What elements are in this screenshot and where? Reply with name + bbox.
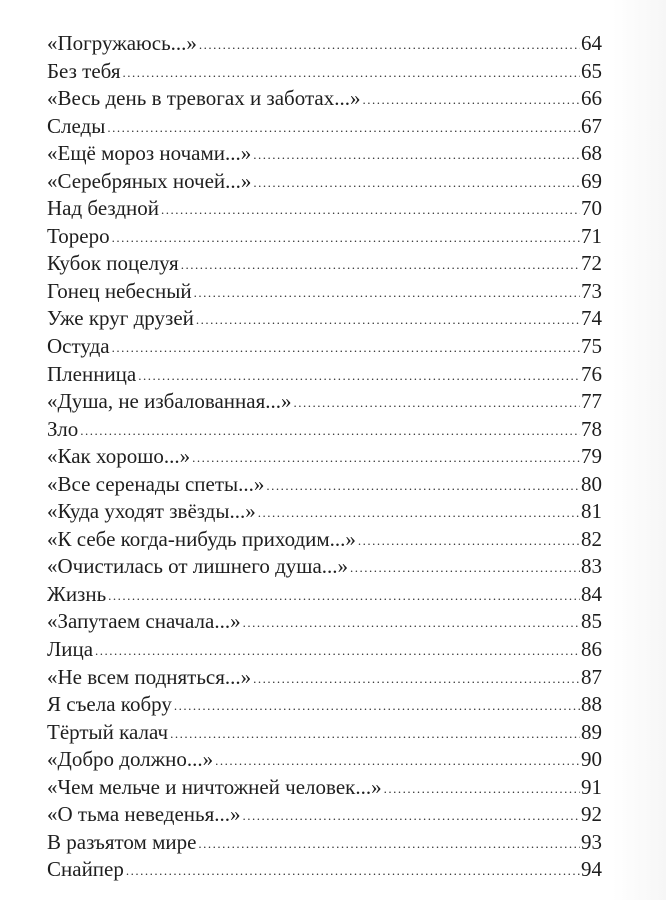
toc-entry-title: Зло [47,416,79,441]
dot-leader [384,775,580,803]
toc-entry-title: В разъятом мире [47,829,197,854]
toc-entry-page-number: 65 [581,58,602,83]
toc-entry-title: «Погружаюсь...» [47,31,197,55]
toc-entry-page-number: 67 [581,113,602,138]
toc-entry [47,113,602,141]
toc-entry [47,774,602,802]
toc-entry [47,250,602,278]
toc-entry [47,278,602,306]
toc-entry [47,856,602,884]
dot-leader [253,665,580,693]
toc-entry [47,608,602,636]
toc-entry [47,636,602,664]
toc-entry-page-number: 69 [581,168,602,193]
toc-entry-page-number: 83 [581,554,602,579]
toc-entry-title: Следы [47,113,106,138]
dot-leader [253,141,580,169]
toc-entry [47,581,602,609]
toc-entry [47,691,602,719]
toc-entry-title: «Запутаем сначала...» [47,609,241,634]
toc-entry [47,168,602,196]
toc-entry [47,829,602,857]
toc-entry-page-number: 88 [581,692,602,717]
toc-entry-title: «Добро должно...» [47,747,214,772]
toc-entry-page-number: 91 [581,774,602,799]
toc-entry-title: Над бездной [47,196,159,221]
toc-entry-title: Кубок поцелуя [47,251,179,276]
toc-entry-title: Уже круг друзей [47,306,194,331]
dot-leader [243,802,580,830]
toc-entry-title: Лица [47,637,94,662]
toc-entry-title: «Душа, не избалованная...» [47,389,292,414]
toc-entry [47,801,602,829]
dot-leader [80,417,580,445]
toc-entry-title: «К себе когда-нибудь приходим...» [47,526,356,551]
toc-entry-page-number: 85 [581,609,602,634]
toc-entry-title: Тореро [47,223,110,248]
toc-entry [47,388,602,416]
toc-entry [47,719,602,747]
toc-entry-page-number: 89 [581,719,602,744]
dot-leader [258,499,580,527]
toc-entry [47,553,602,581]
toc-entry-title: «Как хорошо...» [47,444,191,469]
toc-entry-page-number: 76 [581,361,602,386]
dot-leader [196,306,580,334]
dot-leader [253,169,580,197]
toc-entry-page-number: 79 [581,444,602,469]
toc-entry [47,416,602,444]
toc-entry-page-number: 77 [581,389,602,414]
dot-leader [362,86,580,114]
dot-leader [192,444,580,472]
dot-leader [350,554,580,582]
dot-leader [95,637,580,665]
toc-entry [47,443,602,471]
dot-leader [194,279,580,307]
toc-entry-page-number: 64 [581,31,602,55]
toc-entry-title: «Ещё мороз ночами...» [47,141,252,166]
toc-entry [47,498,602,526]
toc-entry-page-number: 72 [581,251,602,276]
toc-entry [47,471,602,499]
toc-entry [47,664,602,692]
toc-entry-page-number: 73 [581,278,602,303]
toc-entry-page-number: 90 [581,747,602,772]
dot-leader [198,830,580,858]
toc-entry [47,223,602,251]
toc-entry-page-number: 81 [581,499,602,524]
toc-entry-title: «Куда уходят звёзды...» [47,499,256,524]
dot-leader [294,389,581,417]
toc-entry [47,195,602,223]
toc-entry [47,58,602,86]
dot-leader [123,59,581,87]
toc-entry [47,140,602,168]
toc-entry-title: Снайпер [47,857,124,882]
toc-entry-page-number: 92 [581,802,602,827]
toc-entry [47,333,602,361]
table-of-contents [47,30,602,884]
toc-entry [47,361,602,389]
toc-entry [47,305,602,333]
dot-leader [266,472,580,500]
toc-entry-title: Остуда [47,334,110,359]
dot-leader [170,720,580,748]
toc-entry-title: «Очистилась от лишнего душа...» [47,554,349,579]
toc-entry [47,85,602,113]
toc-entry-page-number: 70 [581,196,602,221]
dot-leader [161,196,580,224]
toc-entry-title: Без тебя [47,58,121,83]
toc-entry [47,746,602,774]
toc-entry-page-number: 94 [581,857,602,882]
toc-entry-title: «Не всем подняться...» [47,664,252,689]
toc-entry-page-number: 82 [581,526,602,551]
dot-leader [215,747,580,775]
toc-entry-page-number: 68 [581,141,602,166]
toc-entry-page-number: 86 [581,637,602,662]
toc-entry-title: Жизнь [47,581,107,606]
toc-entry-title: Гонец небесный [47,278,192,303]
toc-entry [47,30,602,58]
toc-entry-page-number: 71 [581,223,602,248]
toc-entry-page-number: 80 [581,471,602,496]
toc-entry-title: «Все серенады спеты...» [47,471,265,496]
toc-entry-title: Пленница [47,361,137,386]
dot-leader [181,251,580,279]
toc-entry-title: «О тьма неведенья...» [47,802,241,827]
dot-leader [174,692,580,720]
dot-leader [199,31,580,59]
toc-entry-page-number: 93 [581,829,602,854]
toc-entry-page-number: 74 [581,306,602,331]
dot-leader [108,582,580,610]
dot-leader [243,609,580,637]
dot-leader [358,527,580,555]
toc-entry-title: Я съела кобру [47,692,172,717]
toc-entry-title: «Чем мельче и ничтожней человек...» [47,774,382,799]
dot-leader [112,224,580,252]
toc-entry-page-number: 78 [581,416,602,441]
toc-entry-page-number: 66 [581,86,602,111]
toc-entry-page-number: 84 [581,581,602,606]
dot-leader [138,362,580,390]
toc-entry [47,526,602,554]
toc-entry-title: Тёртый калач [47,719,169,744]
toc-entry-title: «Серебряных ночей...» [47,168,252,193]
dot-leader [126,857,580,885]
toc-entry-page-number: 75 [581,334,602,359]
toc-entry-title: «Весь день в тревогах и заботах...» [47,86,361,111]
dot-leader [112,334,580,362]
dot-leader [107,114,580,142]
toc-entry-page-number: 87 [581,664,602,689]
